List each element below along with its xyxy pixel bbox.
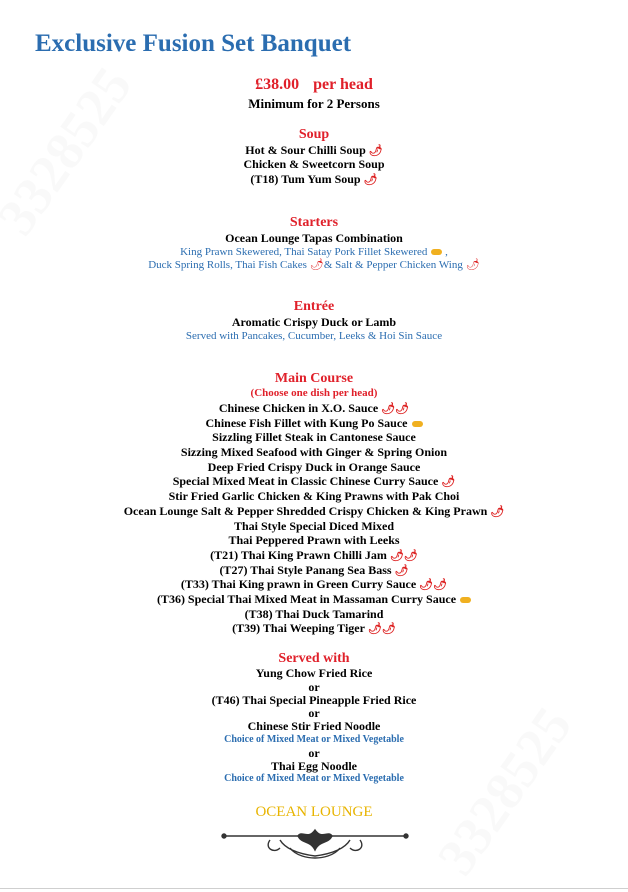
soup-item: (T18) Tum Yum Soup 🌶 xyxy=(250,172,378,186)
mild-sauce-icon xyxy=(460,597,471,603)
main-item: Chinese Chicken in X.O. Sauce 🌶🌶 xyxy=(218,401,410,415)
main-item: Chinese Fish Fillet with Kung Po Sauce xyxy=(0,416,628,431)
main-item: (T36) Special Thai Mixed Meat in Massaman Curry Sauce xyxy=(0,592,628,607)
entree-desc: Served with Pancakes, Cucumber, Leeks & Hoi Sin Sauce xyxy=(185,330,443,342)
or-separator: or xyxy=(308,706,320,720)
starter-desc: Duck Spring Rolls, Thai Fish Cakes 🌶& Salt & Pepper Chicken Wing 🌶 xyxy=(148,259,480,271)
soup-heading: Soup xyxy=(298,127,330,142)
brand-name: OCEAN LOUNGE xyxy=(255,804,373,820)
served-item: (T46) Thai Special Pineapple Fried Rice xyxy=(211,693,417,707)
entree-heading: Entrée xyxy=(293,299,335,314)
main-item: Sizzing Mixed Seafood with Ginger & Spring Onion xyxy=(180,445,448,459)
chilli-icon: 🌶 xyxy=(394,565,409,577)
soup-item: Hot & Sour Chilli Soup 🌶 xyxy=(245,143,383,157)
price-per: per head xyxy=(313,76,373,93)
chilli-icon: 🌶 xyxy=(309,259,324,271)
minimum-persons: Minimum for 2 Persons xyxy=(248,96,380,111)
scroll-ornament-icon xyxy=(220,826,410,860)
main-item: (T27) Thai Style Panang Sea Bass 🌶 xyxy=(219,563,409,577)
chilli-icon: 🌶 xyxy=(490,506,505,518)
served-item: Thai Egg Noodle xyxy=(270,759,357,773)
chilli-icon: 🌶🌶 xyxy=(367,623,396,635)
main-note: (Choose one dish per head) xyxy=(250,387,378,399)
served-choice: Choice of Mixed Meat or Mixed Vegetable xyxy=(224,734,404,745)
chilli-icon: 🌶 xyxy=(368,145,383,157)
chilli-icon: 🌶 xyxy=(363,174,378,186)
main-item: (T38) Thai Duck Tamarind xyxy=(244,607,384,621)
main-item: Special Mixed Meat in Classic Chinese Curry Sauce 🌶 xyxy=(172,474,456,488)
main-item: Thai Style Special Diced Mixed xyxy=(234,519,394,533)
served-item: Yung Chow Fried Rice xyxy=(255,666,373,680)
mild-sauce-icon xyxy=(412,421,423,427)
entree-item: Aromatic Crispy Duck or Lamb xyxy=(231,315,397,329)
or-separator: or xyxy=(308,680,320,694)
starters-heading: Starters xyxy=(289,215,339,230)
or-separator: or xyxy=(308,746,320,760)
main-item: Stir Fried Garlic Chicken & King Prawns with Pak Choi xyxy=(168,489,460,503)
page-title: Exclusive Fusion Set Banquet xyxy=(35,30,352,57)
mild-sauce-icon xyxy=(431,249,442,255)
served-choice: Choice of Mixed Meat or Mixed Vegetable xyxy=(224,773,404,784)
main-item: Ocean Lounge Salt & Pepper Shredded Crispy Chicken & King Prawn 🌶 xyxy=(123,504,505,518)
price-amount: £38.00 xyxy=(255,76,300,93)
main-item: (T39) Thai Weeping Tiger 🌶🌶 xyxy=(232,621,396,635)
main-item: Thai Peppered Prawn with Leeks xyxy=(228,533,400,547)
main-item: (T33) Thai King prawn in Green Curry Sauce 🌶🌶 xyxy=(180,577,448,591)
main-item: Deep Fried Crispy Duck in Orange Sauce xyxy=(207,460,421,474)
main-item: Sizzling Fillet Steak in Cantonese Sauce xyxy=(212,430,416,444)
served-item: Chinese Stir Fried Noodle xyxy=(247,719,381,733)
served-heading: Served with xyxy=(278,651,350,666)
chilli-icon: 🌶 xyxy=(465,259,480,271)
main-item: (T21) Thai King Prawn Chilli Jam 🌶🌶 xyxy=(210,548,418,562)
main-heading: Main Course xyxy=(274,371,354,386)
starter-desc: King Prawn Skewered, Thai Satay Pork Fillet Skewered , xyxy=(180,246,448,258)
price xyxy=(0,76,628,94)
chilli-icon: 🌶🌶 xyxy=(381,403,410,415)
soup-item: Chicken & Sweetcorn Soup xyxy=(243,157,385,171)
chilli-icon: 🌶 xyxy=(441,476,456,488)
chilli-icon: 🌶🌶 xyxy=(389,550,418,562)
starter-item: Ocean Lounge Tapas Combination xyxy=(225,231,403,245)
chilli-icon: 🌶🌶 xyxy=(419,579,448,591)
page-divider xyxy=(0,888,628,889)
